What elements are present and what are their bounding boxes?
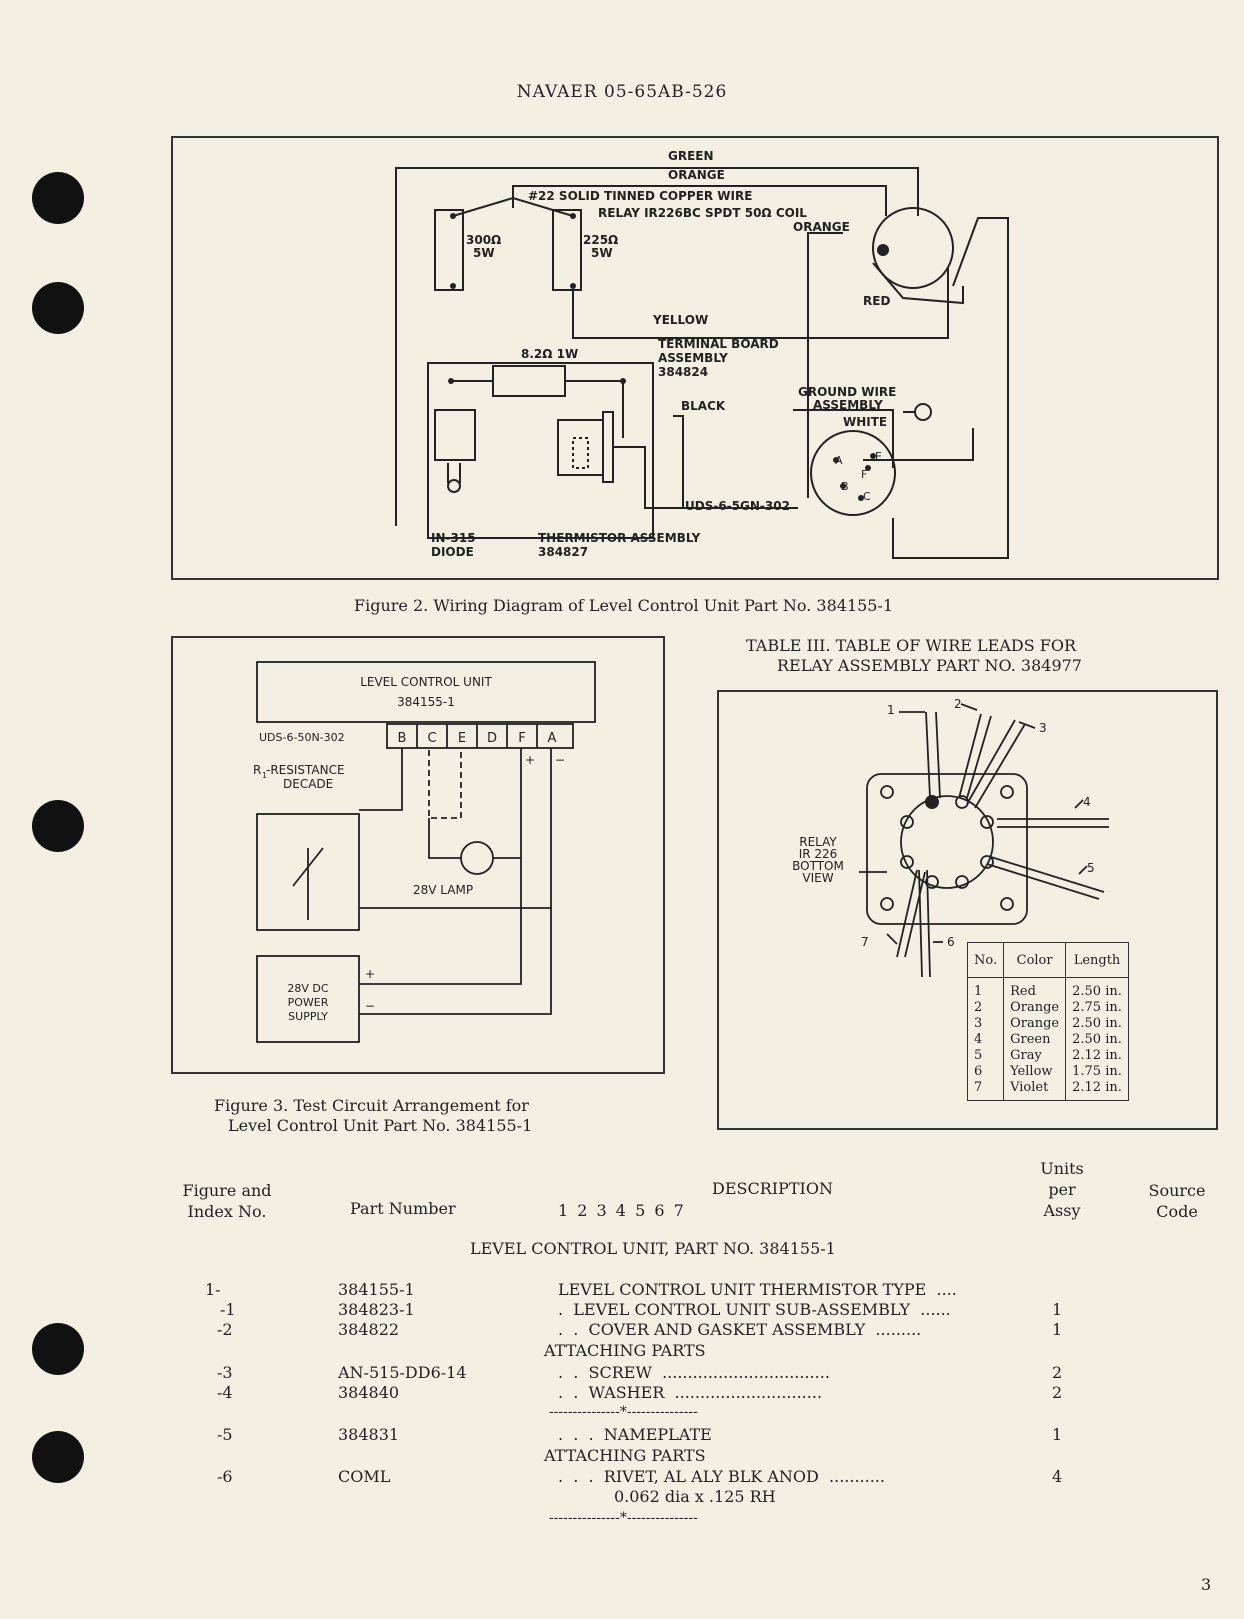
label-red: RED [863,294,891,308]
label-gw2: ASSEMBLY [813,398,883,412]
label-pin-c: C [863,490,871,503]
label-tb1: TERMINAL BOARD [658,337,779,351]
parts-row-units: 1 [1052,1320,1063,1339]
label-r300: 300Ω [466,233,502,247]
row-color: Gray [1004,1048,1066,1064]
label-gw1: GROUND WIRE [798,385,897,399]
parts-row-part: 384823-1 [338,1300,415,1319]
label-tb3: 384824 [658,365,709,379]
label-decade: DECADE [283,777,334,791]
wire-leads-table [967,942,1129,1101]
table3-title-line1: TABLE III. TABLE OF WIRE LEADS FOR [746,636,1077,655]
label-tb2: ASSEMBLY [658,351,728,365]
col-units: Units per Assy [1040,1159,1084,1220]
label-diode2: DIODE [431,545,474,559]
table3-frame [717,690,1218,1130]
label-pin-b: B [841,480,849,493]
parts-row-part: 384840 [338,1383,400,1402]
figure2-caption: Figure 2. Wiring Diagram of Level Control Unit Part No. 384155-1 [354,596,894,615]
callout-2: 2 [954,697,962,711]
row-no: 6 [974,1064,983,1079]
label-ps2: POWER [287,996,329,1009]
relay-label-3: BOTTOM [792,859,844,873]
label-uds-50n: UDS-6-50N-302 [259,731,345,744]
figure3-frame [171,636,665,1074]
col-no: No. [968,943,1004,978]
label-orange-top: ORANGE [668,168,725,182]
ps-minus: − [365,999,376,1013]
table3-title-line2: RELAY ASSEMBLY PART NO. 384977 [777,656,1082,675]
row-length: 2.12 in. [1066,1080,1129,1101]
relay-label-1: RELAY [799,835,837,849]
label-pin-e: E [875,450,882,463]
row-color: Orange [1004,1016,1066,1032]
label-therm1: THERMISTOR ASSEMBLY [538,531,701,545]
parts-row-index: -5 [217,1425,233,1444]
pin-e: E [457,731,467,746]
parts-row-desc: . . COVER AND GASKET ASSEMBLY ......... [558,1320,922,1339]
figure3-caption-line2: Level Control Unit Part No. 384155-1 [228,1116,533,1135]
parts-row-part: 384155-1 [338,1280,415,1299]
binder-hole-2 [32,282,84,334]
col-description-levels: 1 2 3 4 5 6 7 [558,1201,684,1220]
label-pin-a: A [835,454,843,467]
parts-row-index: -3 [217,1363,233,1382]
label-green: GREEN [668,149,714,163]
label-r1-rest: -RESISTANCE [266,763,345,777]
parts-row-separator: ---------------*--------------- [540,1404,698,1420]
relay-label-2: IR 226 [798,847,838,861]
label-relay: RELAY IR226BC SPDT 50Ω COIL [598,206,807,220]
parts-row-part: AN-515-DD6-14 [338,1363,467,1382]
parts-row-index: 1- [205,1280,221,1299]
ps-plus: + [365,967,376,981]
label-uds: UDS-6-5GN-302 [685,499,790,513]
col-source: Source Code [1148,1181,1206,1221]
parts-row-units: 2 [1052,1383,1063,1402]
row-color: Green [1004,1032,1066,1048]
label-therm2: 384827 [538,545,589,559]
callout-7: 7 [861,935,869,949]
callout-5: 5 [1087,861,1095,875]
label-r300w: 5W [473,246,495,260]
callout-1: 1 [887,703,895,717]
col-figure-index: Figure and Index No. [182,1181,272,1221]
parts-row-desc: LEVEL CONTROL UNIT THERMISTOR TYPE .... [558,1280,957,1299]
minus-a: − [555,753,566,767]
row-no: 3 [974,1016,983,1031]
binder-hole-5 [32,1431,84,1483]
row-color: Red [1004,978,1066,1001]
figure2-frame [171,136,1219,580]
parts-row-part: 384831 [338,1425,400,1444]
row-length: 2.75 in. [1066,1000,1129,1016]
row-no: 4 [974,1032,983,1047]
parts-row-index: -1 [220,1300,236,1319]
parts-row-desc: . . . NAMEPLATE [558,1425,712,1444]
col-description: DESCRIPTION [712,1179,833,1198]
row-color: Violet [1004,1080,1066,1101]
row-color: Yellow [1004,1064,1066,1080]
label-diode1: IN-315 [431,531,476,545]
label-pin-f: F [861,468,868,481]
pin-d: D [486,731,498,746]
binder-hole-4 [32,1323,84,1375]
parts-row-desc: . . . RIVET, AL ALY BLK ANOD ........... [558,1467,885,1486]
figure3-caption-line1: Figure 3. Test Circuit Arrangement for [214,1096,529,1115]
col-part-number: Part Number [350,1199,456,1218]
page-number: 3 [1201,1575,1212,1594]
pin-f: F [518,731,526,746]
label-lamp: 28V LAMP [413,883,474,897]
relay-label-4: VIEW [802,871,834,885]
parts-section-title: LEVEL CONTROL UNIT, PART NO. 384155-1 [470,1239,836,1258]
parts-row-desc: ATTACHING PARTS [544,1341,706,1360]
callout-3: 3 [1039,721,1047,735]
label-ps3: SUPPLY [288,1010,328,1023]
parts-row-index: -2 [217,1320,233,1339]
figure2-wiring-diagram [173,138,1217,578]
label-white: WHITE [843,415,888,429]
parts-row-separator: ---------------*--------------- [540,1510,698,1526]
label-r1: R [253,763,262,777]
parts-row-units: 4 [1052,1467,1063,1486]
row-length: 1.75 in. [1066,1064,1129,1080]
label-r1-sub: 1 [262,771,268,780]
row-length: 2.50 in. [1066,978,1129,1001]
parts-row-units: 1 [1052,1425,1063,1444]
col-length: Length [1066,943,1129,978]
row-no: 7 [974,1080,983,1095]
label-r225w: 5W [591,246,613,260]
parts-row-part: 384822 [338,1320,400,1339]
binder-hole-3 [32,800,84,852]
col-color: Color [1004,943,1066,978]
label-ps1: 28V DC [287,982,329,995]
plus-f: + [525,753,536,767]
pin-a: A [547,731,557,746]
binder-hole-1 [32,172,84,224]
parts-row-desc: . . SCREW ................................. [558,1363,830,1382]
parts-row-desc: ATTACHING PARTS [544,1446,706,1465]
label-black: BLACK [681,399,726,413]
parts-row-part: COML [338,1467,391,1486]
parts-row-index: -6 [217,1467,233,1486]
row-no: 1 [974,984,983,999]
label-yellow: YELLOW [653,313,709,327]
label-r225: 225Ω [583,233,619,247]
row-no: 2 [974,1000,983,1015]
row-no: 5 [974,1048,983,1063]
pin-c: C [427,731,437,746]
label-orange-relay: ORANGE [793,220,850,234]
pin-b: B [397,731,407,746]
parts-row-units: 2 [1052,1363,1063,1382]
row-length: 2.50 in. [1066,1032,1129,1048]
parts-row-desc: . . WASHER ............................. [558,1383,823,1402]
label-r82: 8.2Ω 1W [521,347,579,361]
label-lcu2: 384155-1 [397,695,455,709]
row-color: Orange [1004,1000,1066,1016]
callout-6: 6 [947,935,955,949]
parts-row-index: -4 [217,1383,233,1402]
parts-row-units: 1 [1052,1300,1063,1319]
figure3-test-circuit [173,638,663,1072]
row-length: 2.12 in. [1066,1048,1129,1064]
parts-row-desc: . LEVEL CONTROL UNIT SUB-ASSEMBLY ...... [558,1300,951,1319]
row-length: 2.50 in. [1066,1016,1129,1032]
document-header: NAVAER 05-65AB-526 [516,82,728,102]
label-wire-22: #22 SOLID TINNED COPPER WIRE [528,189,753,203]
callout-4: 4 [1083,795,1091,809]
label-lcu1: LEVEL CONTROL UNIT [360,675,492,689]
parts-row-desc: 0.062 dia x .125 RH [558,1487,776,1506]
